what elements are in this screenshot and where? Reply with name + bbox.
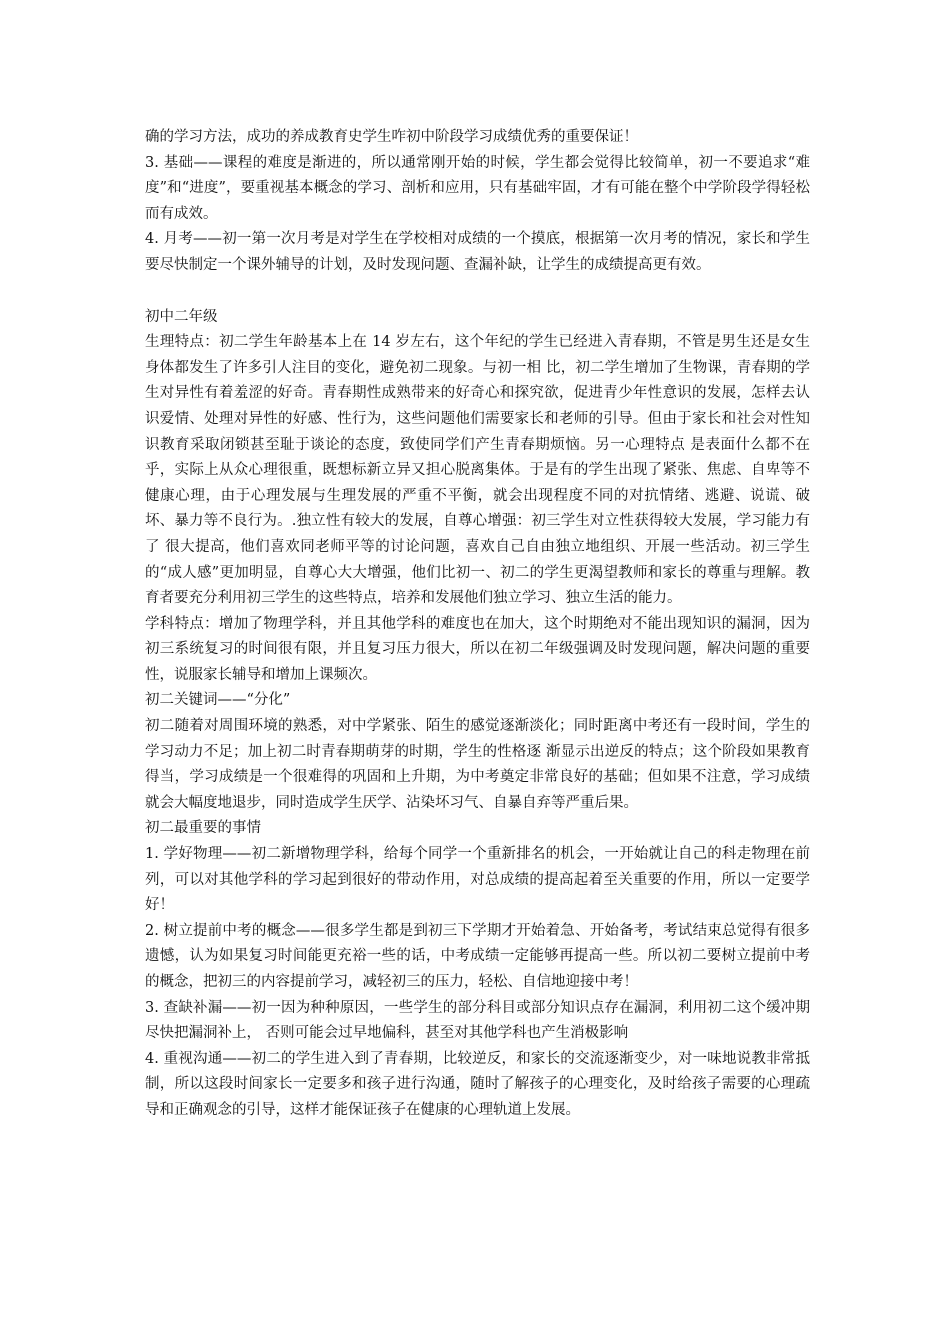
paragraph-grade1-monthly-exam: 4. 月考——初一第一次月考是对学生在学校相对成绩的一个摸底，根据第一次月考的情况，家长和学生要尽快制定一个课外辅导的计划，及时发现问题、查漏补缺，让学生的成绩提高更有效。	[145, 231, 810, 273]
list-item-fill-gaps: 3. 查缺补漏——初一因为种种原因，一些学生的部分科目或部分知识点存在漏洞，利用初二这个缓冲期尽快把漏洞补上， 否则可能会过早地偏科，甚至对其他学科也产生消极影响	[145, 999, 810, 1042]
paragraph-subject-traits: 学科特点：增加了物理学科，并且其他学科的难度也在加大，这个时期绝对不能出现知识的漏洞，因为初三系统复习的时间很有限，并且复习压力很大，所以在初二年级强调及时发现问题，解决问题的重要性，说服家长辅导和增加上课频次。	[145, 615, 810, 683]
heading-important-things: 初二最重要的事情	[145, 820, 261, 837]
paragraph-method-conclusion: 确的学习方法，成功的养成教育史学生咋初中阶段学习成绩优秀的重要保证！	[145, 129, 638, 145]
document-body	[145, 125, 810, 1124]
list-item-early-exam-concept: 2. 树立提前中考的概念——很多学生都是到初三下学期才开始着急、开始备考，考试结束总觉得有很多遗憾，认为如果复习时间能更充裕一些的话，中考成绩一定能够再提高一些。所以初二要树立提前中考的概念，把初三的内容提前学习，减轻初三的压力，轻松、自信地迎接中考！	[145, 922, 810, 990]
list-item-communication: 4. 重视沟通——初二的学生进入到了青春期，比较逆反，和家长的交流逐渐变少，对一味地说教非常抵制，所以这段时间家长一定要多和孩子进行沟通，随时了解孩子的心理变化，及时给孩子需要的心理疏导和正确观念的引导，这样才能保证孩子在健康的心理轨道上发展。	[145, 1050, 810, 1118]
paragraph-grade1-basics: 3. 基础——课程的难度是渐进的，所以通常刚开始的时候，学生都会觉得比较简单，初一不要追求“难度”和“进度”，要重视基本概念的学习、剖析和应用，只有基础牢固，才有可能在整个中学阶段学得轻松而有成效。	[145, 154, 810, 222]
section-title-grade2: 初中二年级	[145, 308, 218, 325]
heading-keyword: 初二关键词——“分化”	[145, 692, 291, 709]
paragraph-keyword-body: 初二随着对周围环境的熟悉，对中学紧张、陌生的感觉逐渐淡化；同时距离中考还有一段时间，学生的学习动力不足；加上初二时青春期萌芽的时期，学生的性格逐 渐显示出逆反的特点；这个阶段如果教育得当，学习成绩是一个很难得的巩固和上升期，为中考奠定非常良好的基础；但如果不注意，学习成绩就会大幅度地退步，同时造成学生厌学、沾染坏习气、自暴自弃等严重后果。	[145, 718, 810, 811]
blank-line	[145, 279, 810, 305]
list-item-learn-physics: 1. 学好物理——初二新增物理学科，给每个同学一个重新排名的机会，一开始就让自己的科走物理在前列，可以对其他学科的学习起到很好的带动作用，对总成绩的提高起着至关重要的作用，所以一定要学好！	[145, 846, 810, 914]
paragraph-physiological-traits: 生理特点：初二学生年龄基本上在 14 岁左右，这个年纪的学生已经进入青春期，不管是男生还是女生身体都发生了许多引人注目的变化，避免初二现象。与初一相 比，初二学生增加了生物课，青春期的学生对异性有着羞涩的好奇。青春期性成熟带来的好奇心和探究欲，促进青少年性意识的发展，怎样去认识爱情、处理对异性的好感、性行为，这些问题他们需要家长和老师的引导。但由于家长和社会对性知识教育采取闭锁甚至耻于谈论的态度，致使同学们产生青春期烦恼。另一心理特点 是表面什么都不在乎，实际上从众心理很重，既想标新立异又担心脱离集体。于是有的学生出现了紧张、焦虑、自卑等不健康心理，由于心理发展与生理发展的严重不平衡，就会出现程度不同的对抗情绪、逃避、说谎、破坏、暴力等不良行为。.独立性有较大的发展，自尊心增强：初三学生对立性获得较大发展，学习能力有了 很大提高，他们喜欢同老师平等的讨论问题，喜欢自己自由独立地组织、开展一些活动。初三学生的“成人感”更加明显，自尊心大大增强，他们比初一、初二的学生更渴望教师和家长的尊重与理解。教育者要充分利用初三学生的这些特点，培养和发展他们独立学习、独立生活的能力。	[145, 334, 810, 607]
